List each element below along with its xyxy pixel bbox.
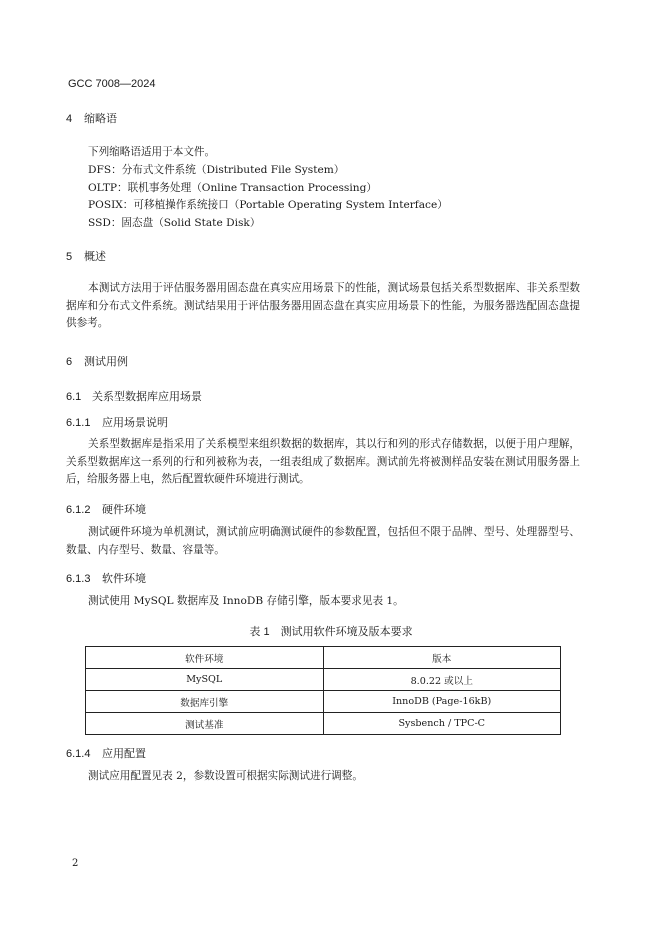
table-1-title: 表 1 测试用软件环境及版本要求 [249,626,413,638]
section-6-1-1-heading [66,414,168,430]
section-title: 应用配置 [102,748,146,760]
section-5-heading [66,248,106,264]
table-row [86,669,561,691]
table-header-cell: 软件环境 [86,647,324,669]
app-config-paragraph: 测试应用配置见表 2，参数设置可根据实际测试进行调整。 [88,770,363,782]
section-number: 6.1.3 [66,573,91,585]
section-number: 5 [66,251,73,263]
table-cell: 数据库引擎 [86,691,324,713]
table-cell: Sysbench / TPC-C [323,713,561,735]
section-title: 关系型数据库应用场景 [92,391,202,403]
table-cell: 8.0.22 或以上 [323,669,561,691]
software-version-table [85,646,561,735]
section-6-1-3-heading [66,570,146,586]
page-number: 2 [72,858,79,869]
section-number: 4 [66,113,73,125]
section-title: 测试用例 [84,356,128,368]
table-row [86,713,561,735]
section-title: 缩略语 [84,113,117,125]
section-number: 6.1.1 [66,417,91,429]
table-cell: InnoDB (Page-16kB) [323,691,561,713]
abbr-ssd: SSD：固态盘（Solid State Disk） [88,217,261,229]
section-6-1-2-heading [66,501,146,517]
section-4-heading [66,110,117,126]
software-paragraph: 测试使用 MySQL 数据库及 InnoDB 存储引擎，版本要求见表 1。 [88,595,404,607]
section-number: 6.1.4 [66,748,91,760]
abbr-posix: POSIX：可移植操作系统接口（Portable Operating System Interface） [88,199,448,211]
scenario-paragraph: 关系型数据库是指采用了关系模型来组织数据的数据库，其以行和列的形式存储数据，以便于用户理解，关系型数据库这一系列的行和列被称为表，一组表组成了数据库。测试前先将被测样品安装在测试用服务器上后，给服务器上电，然后配置软硬件环境进行测试。 [66,438,580,485]
section-6-1-heading [66,388,202,404]
table-cell: MySQL [86,669,324,691]
section-title: 应用场景说明 [102,417,168,429]
section-title: 概述 [84,251,106,263]
table-cell: 测试基准 [86,713,324,735]
section-title: 软件环境 [102,573,146,585]
section-title: 硬件环境 [102,504,146,516]
abbr-oltp: OLTP：联机事务处理（Online Transaction Processing） [88,182,377,194]
hardware-paragraph: 测试硬件环境为单机测试，测试前应明确测试硬件的参数配置，包括但不限于品牌、型号、处理器型号、数量、内存型号、数量、容量等。 [66,526,580,556]
standard-code: GCC 7008—2024 [68,78,156,90]
section-number: 6.1 [66,391,82,403]
table-header-cell: 版本 [323,647,561,669]
abbr-intro: 下列缩略语适用于本文件。 [88,146,216,158]
section-number: 6.1.2 [66,504,91,516]
section-number: 6 [66,356,73,368]
section-6-heading [66,353,128,369]
abbr-dfs: DFS：分布式文件系统（Distributed File System） [88,164,345,176]
overview-paragraph: 本测试方法用于评估服务器用固态盘在真实应用场景下的性能，测试场景包括关系型数据库、非关系型数据库和分布式文件系统。测试结果用于评估服务器用固态盘在真实应用场景下的性能，为服务器选配固态盘提供参考。 [66,282,580,329]
table-header-row [86,647,561,669]
section-6-1-4-heading [66,745,146,761]
table-row [86,691,561,713]
